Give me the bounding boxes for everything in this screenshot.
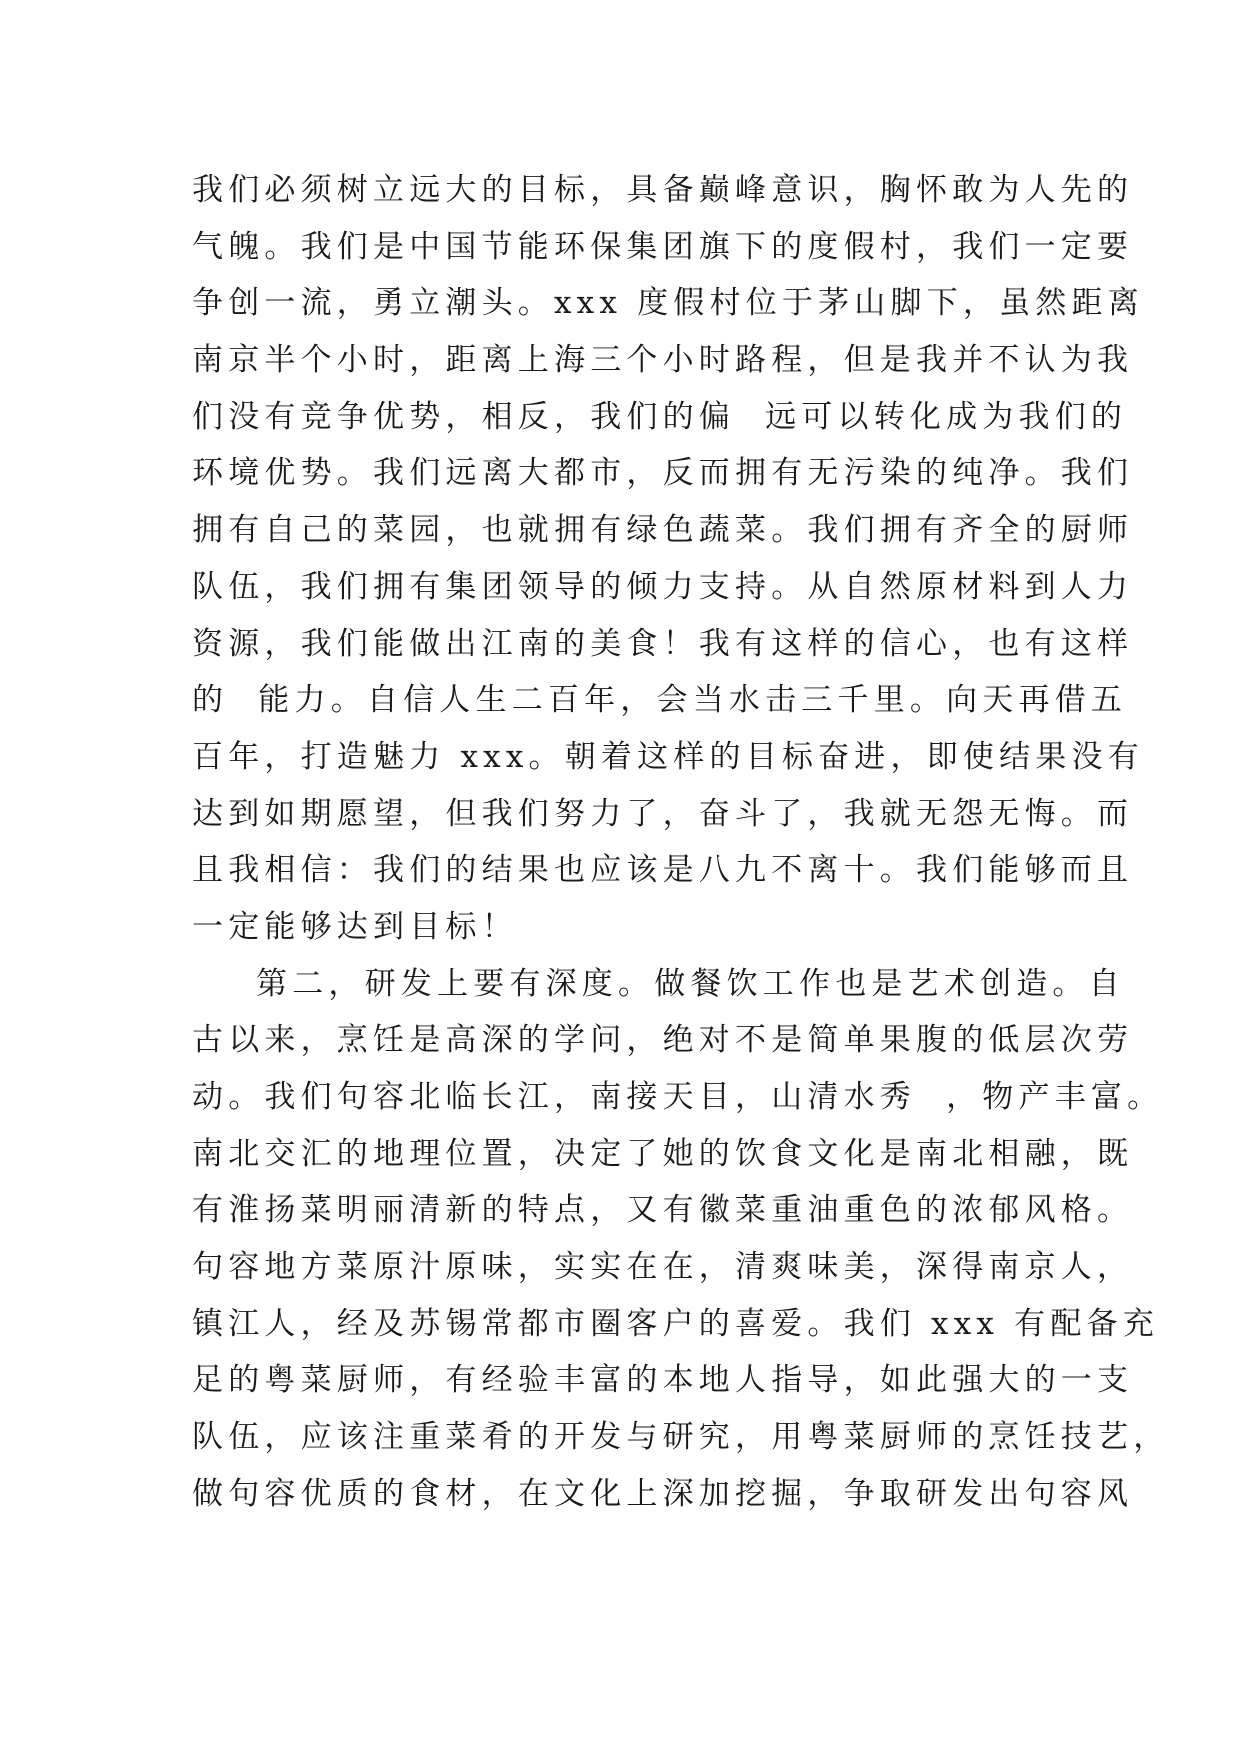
text-line: 动。我们句容北临长江，南接天目，山清水秀 ，物产丰富。	[192, 1079, 1164, 1115]
text-line: 古以来，烹饪是高深的学问，绝对不是简单果腹的低层次劳	[192, 1022, 1134, 1059]
text-line: 拥有自己的菜园，也就拥有绿色蔬菜。我们拥有齐全的厨师	[192, 512, 1134, 549]
text-line: 队伍，我们拥有集团领导的倾力支持。从自然原材料到人力	[192, 568, 1134, 605]
text-line: 足的粤菜厨师，有经验丰富的本地人指导，如此强大的一支	[192, 1362, 1134, 1399]
text-line: 做句容优质的食材，在文化上深加挖掘，争取研发出句容风	[192, 1475, 1134, 1512]
body-text	[192, 162, 1170, 1523]
text-line: 镇江人，经及苏锡常都市圈客户的喜爱。我们 xxx 有配备充	[192, 1305, 1159, 1342]
text-line: 南北交汇的地理位置，决定了她的饮食文化是南北相融，既	[192, 1135, 1134, 1172]
text-line: 达到如期愿望，但我们努力了，奋斗了，我就无怨无悔。而	[192, 795, 1134, 832]
text-line: 气魄。我们是中国节能环保集团旗下的度假村，我们一定要	[192, 228, 1134, 265]
text-line: 资源，我们能做出江南的美食！我有这样的信心，也有这样	[192, 625, 1134, 662]
text-line: 环境优势。我们远离大都市，反而拥有无污染的纯净。我们	[192, 455, 1134, 492]
text-line: 队伍，应该注重菜肴的开发与研究，用粤菜厨师的烹饪技艺，	[192, 1419, 1170, 1456]
text-line: 的 能力。自信人生二百年，会当水击三千里。向天再借五	[192, 682, 1128, 719]
text-line: 一定能够达到目标！	[192, 908, 518, 945]
text-line: 争创一流，勇立潮头。xxx 度假村位于茅山脚下，虽然距离	[192, 285, 1144, 322]
text-line: 们没有竞争优势，相反，我们的偏 远可以转化成为我们的	[192, 398, 1128, 435]
paragraph-start-line: 第二，研发上要有深度。做餐饮工作也是艺术创造。自	[256, 965, 1125, 1002]
text-line: 有淮扬菜明丽清新的特点，又有徽菜重油重色的浓郁风格。	[192, 1192, 1134, 1229]
text-line: 且我相信：我们的结果也应该是八九不离十。我们能够而且	[192, 852, 1134, 889]
text-line: 句容地方菜原汁原味，实实在在，清爽味美，深得南京人，	[192, 1249, 1134, 1286]
text-line: 百年，打造魅力 xxx。朝着这样的目标奋进，即使结果没有	[192, 738, 1144, 775]
text-line: 南京半个小时，距离上海三个小时路程，但是我并不认为我	[192, 342, 1134, 379]
text-line: 我们必须树立远大的目标，具备巅峰意识，胸怀敢为人先的	[192, 172, 1134, 208]
